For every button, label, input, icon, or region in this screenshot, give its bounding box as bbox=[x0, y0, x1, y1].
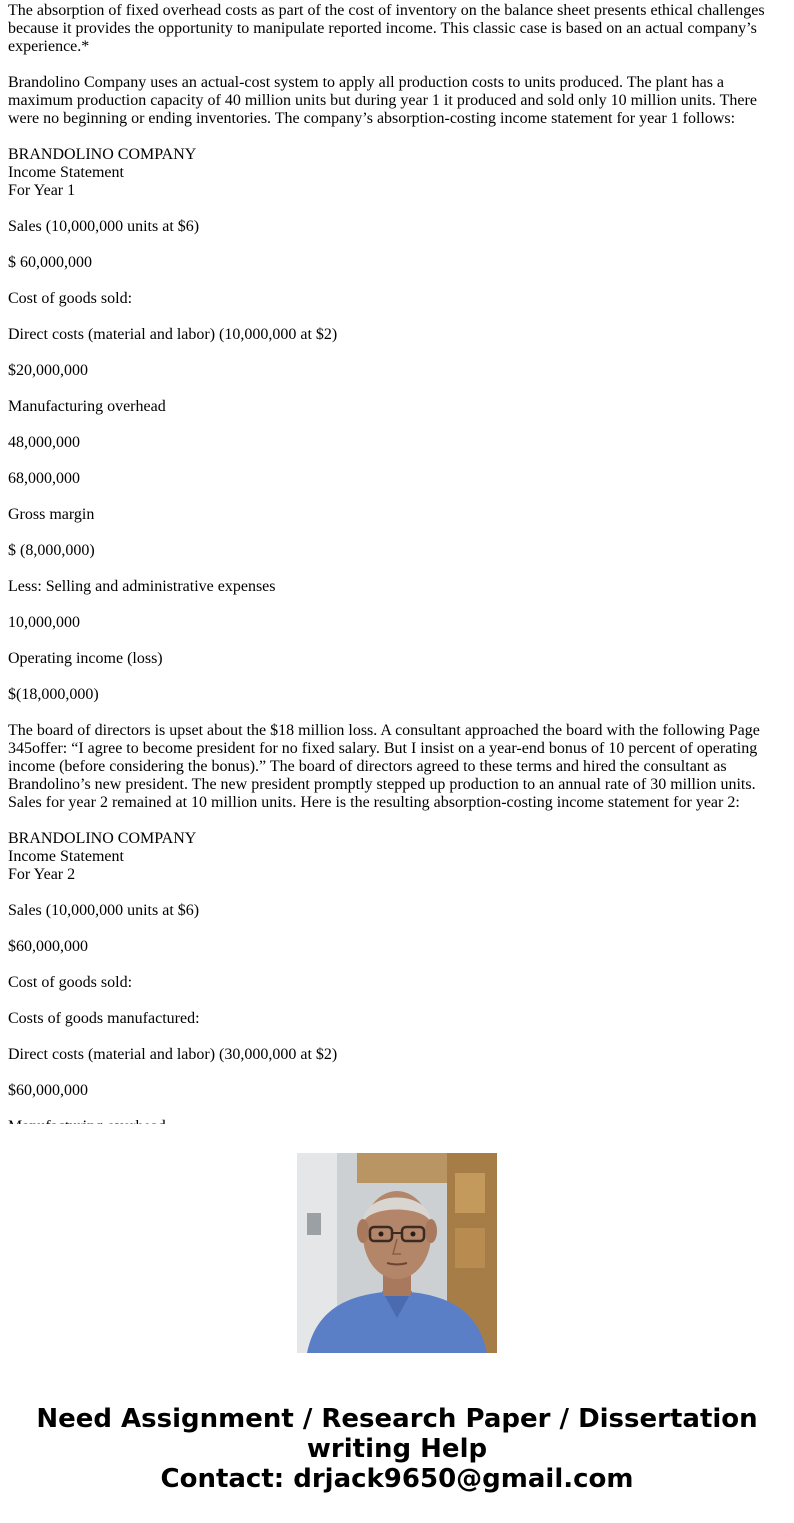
statement-year2-heading bbox=[8, 830, 778, 884]
setup-paragraph: Brandolino Company uses an actual-cost system to apply all production costs to units produced. The plant has a maximum production capacity of 40 million units but during year 1 it produced and sold only 10 million units. There were no beginning or ending inventories. The company’s absorption-costing income statement for year 1 follows: bbox=[8, 74, 757, 127]
statement-year1-line: Less: Selling and administrative expenses bbox=[8, 578, 276, 595]
statement-year1-line: $ 60,000,000 bbox=[8, 254, 92, 271]
statement-year2-line: Sales (10,000,000 units at $6) bbox=[8, 902, 200, 919]
promo-line-2: writing Help bbox=[306, 1434, 488, 1464]
statement-year1-line: 10,000,000 bbox=[8, 614, 80, 631]
statement-year1-line: Operating income (loss) bbox=[8, 650, 163, 667]
statement-year2-title: Income Statement bbox=[8, 848, 124, 865]
promo-text bbox=[0, 1404, 794, 1494]
statement-year1-line: Cost of goods sold: bbox=[8, 290, 133, 307]
statement-year1-line: Gross margin bbox=[8, 506, 95, 523]
statement-year2-line: Cost of goods sold: bbox=[8, 974, 133, 991]
statement-year1-line: Direct costs (material and labor) (10,000,000 at $2) bbox=[8, 326, 338, 343]
promo-line-1: Need Assignment / Research Paper / Dissertation bbox=[36, 1404, 758, 1434]
statement-year1-line: Sales (10,000,000 units at $6) bbox=[8, 218, 200, 235]
statement-year1-period: For Year 1 bbox=[8, 182, 76, 199]
statement-year1-line: $ (8,000,000) bbox=[8, 542, 95, 559]
statement-year2-period: For Year 2 bbox=[8, 866, 76, 883]
statement-year2-line: $60,000,000 bbox=[8, 1082, 88, 1099]
promo-banner bbox=[0, 1124, 794, 1523]
statement-year2-line: $60,000,000 bbox=[8, 938, 88, 955]
promo-contact: Contact: drjack9650@gmail.com bbox=[160, 1464, 634, 1494]
statement-year1-title: Income Statement bbox=[8, 164, 124, 181]
statement-year1-line: Manufacturing overhead bbox=[8, 398, 166, 415]
statement-year1-line: $20,000,000 bbox=[8, 362, 88, 379]
statement-year1-line: $(18,000,000) bbox=[8, 686, 99, 703]
board-paragraph: The board of directors is upset about the $18 million loss. A consultant approached the board with the following Page 345offer: “I agree to become president for no fixed salary. But I insist on a year-end bonus of 10 percent of operating income (before considering the bonus).” The board of directors agreed to these terms and hired the consultant as Brandolino’s new president. The new president promptly stepped up production to an annual rate of 30 million units. Sales for year 2 remained at 10 million units. Here is the resulting absorption-costing income statement for year 2: bbox=[8, 722, 760, 811]
person-portrait-icon bbox=[297, 1153, 497, 1353]
statement-year1-company: BRANDOLINO COMPANY bbox=[8, 146, 197, 163]
statement-year2-line: Direct costs (material and labor) (30,000,000 at $2) bbox=[8, 1046, 338, 1063]
statement-year2-line: Costs of goods manufactured: bbox=[8, 1010, 200, 1027]
statement-year1-line: 68,000,000 bbox=[8, 470, 80, 487]
statement-year2-company: BRANDOLINO COMPANY bbox=[8, 830, 197, 847]
statement-year1-heading bbox=[8, 146, 778, 200]
intro-paragraph: The absorption of fixed overhead costs as part of the cost of inventory on the balance sheet presents ethical challenges because it provides the opportunity to manipulate reported income. This classic case is based on an actual company’s experience.* bbox=[8, 2, 765, 55]
statement-year1-line: 48,000,000 bbox=[8, 434, 80, 451]
document-content bbox=[8, 2, 778, 1124]
